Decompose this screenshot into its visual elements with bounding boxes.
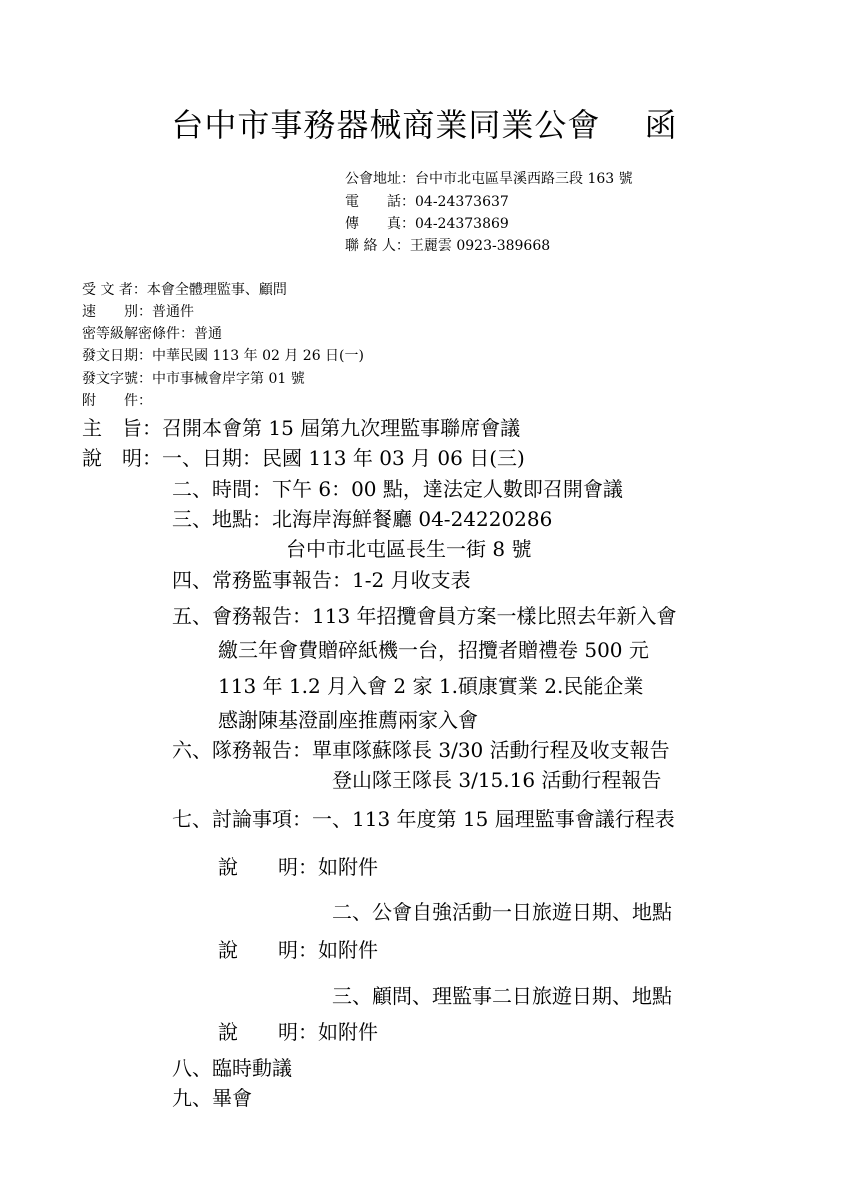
explanation-item-8: 八、臨時動議 [172,1056,292,1080]
explanation-place: 三、地點：北海岸海鮮餐廳 04-24220286 [172,507,553,531]
explanation-item-5-line-4: 感謝陳基澄副座推薦兩家入會 [218,708,478,732]
explanation-item-7-note-2: 說 明：如附件 [218,938,378,962]
meta-date: 發文日期：中華民國 113 年 02 月 26 日(一) [82,348,364,364]
explanation-item-7-note-3: 說 明：如附件 [218,1020,378,1044]
contact-address: 公會地址：台中市北屯區旱溪西路三段 163 號 [345,171,633,187]
document-title: 台中市事務器械商業同業公會 函 [171,106,678,144]
meta-recipient: 受 文 者：本會全體理監事、顧問 [82,282,287,298]
explanation-item-5: 五、會務報告：113 年招攬會員方案一樣比照去年新入會 [172,604,677,628]
explanation-item-7-note-1: 說 明：如附件 [218,855,378,879]
explanation-item-7: 七、討論事項：一、113 年度第 15 屆理監事會議行程表 [172,807,675,831]
explanation-item-4: 四、常務監事報告：1-2 月收支表 [172,568,471,592]
explanation-line-1: 說 明：一、日期：民國 113 年 03 月 06 日(三) [82,446,525,470]
explanation-time: 二、時間：下午 6：00 點，達法定人數即召開會議 [172,477,623,501]
meta-attachment: 附 件： [82,393,152,409]
subject-line: 主 旨：召開本會第 15 屆第九次理監事聯席會議 [82,416,521,440]
explanation-item-9: 九、畢會 [172,1086,252,1110]
explanation-item-7-sub-3: 三、顧問、理監事二日旅遊日期、地點 [332,984,672,1008]
meta-speed: 速 別：普通件 [82,304,194,320]
explanation-item-5-line-2: 繳三年會費贈碎紙機一台，招攬者贈禮卷 500 元 [218,638,649,662]
contact-person: 聯 絡 人：王麗雲 0923-389668 [345,238,551,254]
explanation-item-6: 六、隊務報告：單車隊蘇隊長 3/30 活動行程及收支報告 [172,738,670,762]
contact-phone: 電 話：04-24373637 [345,194,509,210]
explanation-item-5-line-3: 113 年 1.2 月入會 2 家 1.碩康實業 2.民能企業 [218,674,644,698]
meta-security: 密等級解密條件：普通 [82,326,222,342]
meta-number: 發文字號：中市事械會岸字第 01 號 [82,371,305,387]
explanation-item-6-line-2: 登山隊王隊長 3/15.16 活動行程報告 [332,768,662,792]
contact-fax: 傳 真：04-24373869 [345,216,509,232]
explanation-item-7-sub-2: 二、公會自強活動一日旅遊日期、地點 [332,900,672,924]
explanation-place-address: 台中市北屯區長生一街 8 號 [286,537,532,561]
